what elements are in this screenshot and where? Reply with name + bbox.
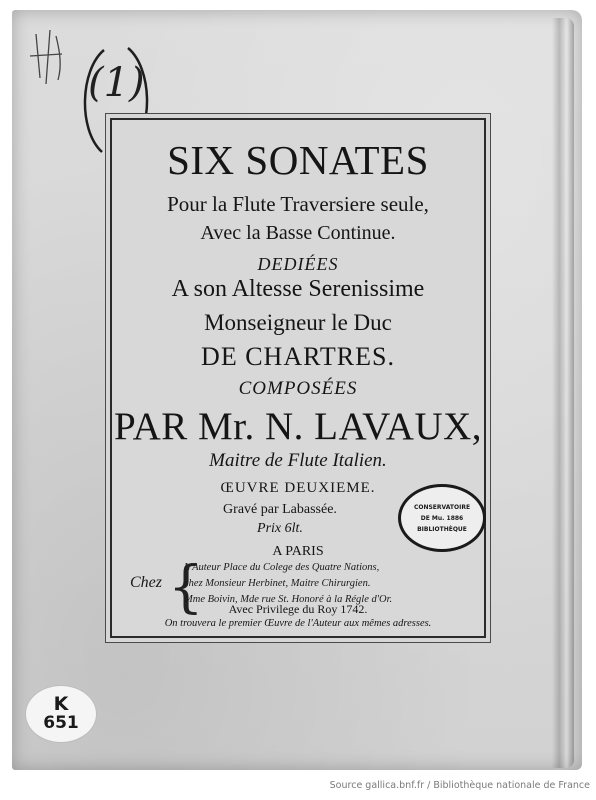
- price-line: Prix 6lt.: [257, 521, 303, 536]
- source-credit: Source gallica.bnf.fr / Bibliothèque nationale de France: [329, 780, 590, 791]
- stamp-line-2: DE Mu. 1886: [420, 514, 464, 522]
- dedicatee-line-3: DE CHARTRES.: [201, 342, 395, 371]
- dedication-label: DEDIÉES: [257, 254, 339, 274]
- engraver-line: Gravé par Labassée.: [223, 502, 337, 517]
- dedicatee-line-2: Monseigneur le Duc: [204, 310, 392, 335]
- call-number: 651: [43, 713, 79, 733]
- call-letter: K: [53, 693, 69, 715]
- library-stamp: [398, 484, 486, 552]
- composed-label: COMPOSÉES: [238, 378, 358, 399]
- pencil-mark: [22, 26, 80, 86]
- instrument-line: Pour la Flute Traversiere seule,: [167, 192, 429, 216]
- address-line-3: Mme Boivin, Mde rue St. Honoré à la Régle d'Or.: [184, 594, 393, 605]
- address-line-1: L'Auteur Place du Colege des Quatre Nations,: [184, 562, 380, 573]
- brace-glyph: {: [168, 555, 204, 620]
- chez-label: Chez: [130, 574, 162, 591]
- dedicatee-line-1: A son Altesse Serenissime: [171, 276, 425, 302]
- privilege-line: Avec Privilege du Roy 1742.: [228, 602, 368, 616]
- sheet-edge: [552, 18, 574, 768]
- city-line: A PARIS: [272, 544, 324, 559]
- stamp-line-1: CONSERVATOIRE: [413, 503, 471, 511]
- call-number-label: [26, 686, 96, 742]
- continuo-line: Avec la Basse Continue.: [200, 222, 396, 244]
- opus-line: ŒUVRE DEUXIEME.: [220, 480, 376, 496]
- shelf-number: (1): [88, 60, 145, 106]
- first-opus-note: On trouvera le premier Œuvre de l'Auteur aux mêmes adresses.: [164, 618, 432, 629]
- title-frame: [110, 118, 486, 638]
- composer-name: PAR Mr. N. LAVAUX,: [113, 405, 483, 448]
- address-line-2: chez Monsieur Herbinet, Maitre Chirurgien.: [184, 578, 371, 589]
- work-title: SIX SONATES: [167, 137, 429, 183]
- composer-title: Maitre de Flute Italien.: [209, 450, 387, 471]
- stamp-line-3: BIBLIOTHÈQUE: [417, 525, 467, 533]
